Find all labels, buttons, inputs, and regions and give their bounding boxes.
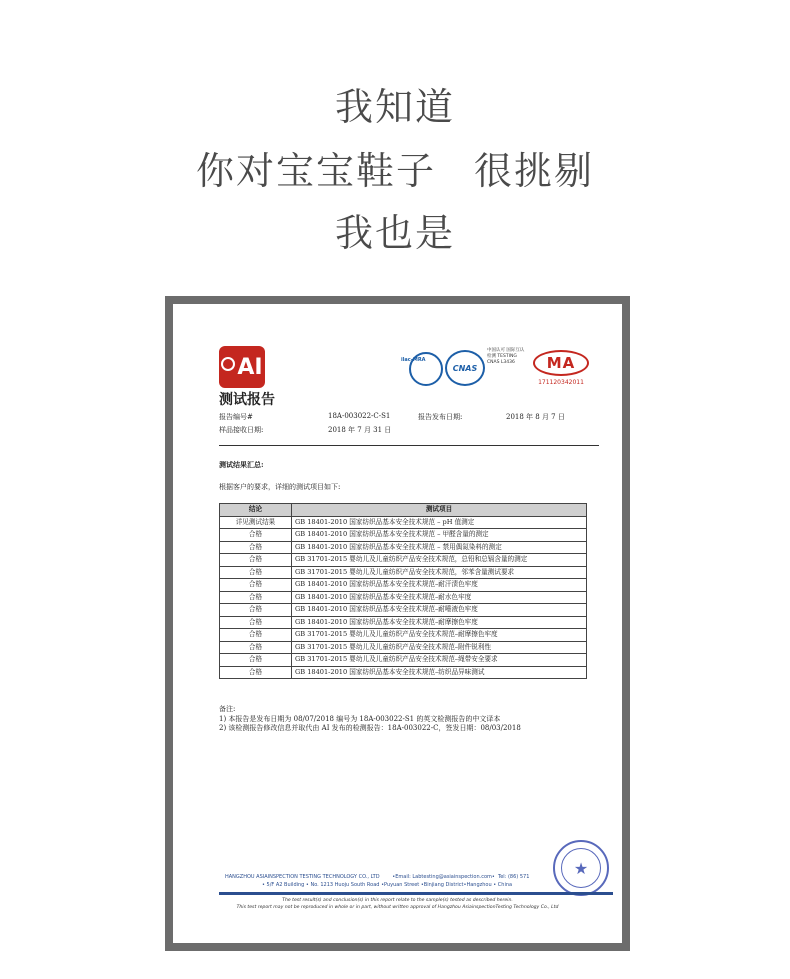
table-row <box>220 516 587 529</box>
row-test-item: GB 18401-2010 国家纺织品基本安全技术规范 – pH 值测定 <box>292 516 587 529</box>
footer-bar <box>219 892 613 895</box>
row-conclusion: 合格 <box>220 666 292 679</box>
header-conclusion: 结论 <box>220 504 292 517</box>
row-conclusion: 合格 <box>220 604 292 617</box>
table-header-row <box>220 504 587 517</box>
table-row <box>220 641 587 654</box>
table-row <box>220 529 587 542</box>
row-test-item: GB 18401-2010 国家纺织品基本安全技术规范–耐汗渍色牢度 <box>292 579 587 592</box>
table-row <box>220 566 587 579</box>
table-row <box>220 554 587 567</box>
row-conclusion: 合格 <box>220 654 292 667</box>
row-test-item: GB 18401-2010 国家纺织品基本安全技术规范–耐唾液色牢度 <box>292 604 587 617</box>
table-row <box>220 629 587 642</box>
table-row <box>220 654 587 667</box>
row-conclusion: 合格 <box>220 541 292 554</box>
headline-line-2-part-a: 你对宝宝鞋子 <box>195 149 436 193</box>
footer-disclaimer-1: The test result(s) and conclusion(s) in this report relate to the sample(s) tested as described herein. <box>282 898 513 903</box>
row-conclusion: 合格 <box>220 554 292 567</box>
table-row <box>220 541 587 554</box>
notes-label: 备注: <box>219 705 236 713</box>
table-row <box>220 579 587 592</box>
row-test-item: GB 31701-2015 婴幼儿及儿童纺织产品安全技术规范–绳带安全要求 <box>292 654 587 667</box>
headline-line-2-part-b: 很挑剔 <box>474 149 595 193</box>
cma-number: 171120342011 <box>538 379 584 386</box>
results-table <box>219 503 587 679</box>
notes <box>219 705 521 734</box>
table-row <box>220 616 587 629</box>
table-row <box>220 591 587 604</box>
headline-line-2 <box>0 140 790 195</box>
row-conclusion: 合格 <box>220 616 292 629</box>
headline-line-3: 我也是 <box>334 211 455 255</box>
row-test-item: GB 18401-2010 国家纺织品基本安全技术规范–耐水色牢度 <box>292 591 587 604</box>
row-conclusion: 合格 <box>220 529 292 542</box>
divider <box>219 445 599 446</box>
company-seal-stamp-icon: ★ <box>553 840 609 896</box>
logo-text: AI <box>237 354 263 380</box>
footer-address: • 5/F A2 Building • No. 1213 Huoju South Road •Puyuan Street •Binjiang District•Hangzhou • China <box>262 882 513 888</box>
footer-email: •Email: Labtesting@asiainspection.com• <box>392 874 495 880</box>
sample-date: 2018 年 7 月 31 日 <box>328 426 392 434</box>
footer-disclaimer-2: This test report may not be reproduced in whole or in part, without written approval of Hangzhou AsiainspectionTesting Technology Co., Ltd <box>236 905 559 910</box>
row-conclusion: 详见测试结果 <box>220 516 292 529</box>
row-conclusion: 合格 <box>220 591 292 604</box>
row-test-item: GB 31701-2015 婴幼儿及儿童纺织产品安全技术规范–耐摩擦色牢度 <box>292 629 587 642</box>
report-title: 测试报告 <box>219 392 275 408</box>
row-test-item: GB 18401-2010 国家纺织品基本安全技术规范 – 禁用偶氮染料的测定 <box>292 541 587 554</box>
issue-date: 2018 年 8 月 7 日 <box>506 413 565 421</box>
row-conclusion: 合格 <box>220 579 292 592</box>
row-test-item: GB 31701-2015 婴幼儿及儿童纺织产品安全技术规范，邻苯含量测试要求 <box>292 566 587 579</box>
report-no-label: 报告编号# <box>219 413 253 421</box>
footer-tel: Tel: (86) 571 <box>498 874 530 880</box>
headline-line-1: 我知道 <box>334 85 455 129</box>
cnas-seal-icon: CNAS <box>445 350 485 386</box>
cnas-text: 中国认可 国际互认 检测 TESTING CNAS L3436 <box>487 348 525 365</box>
notes-line-1: 1) 本报告是发布日期为 08/07/2018 编号为 18A-003022-S1 的英文检测报告的中文译本 <box>219 714 501 723</box>
logo-ring-icon <box>221 357 235 371</box>
section-title: 测试结果汇总: <box>219 460 264 469</box>
intro-text: 根据客户的要求，详细的测试项目如下: <box>219 483 341 491</box>
row-test-item: GB 31701-2015 婴幼儿及儿童纺织产品安全技术规范，总铅和总镉含量的测定 <box>292 554 587 567</box>
sample-date-label: 样品接收日期: <box>219 426 264 434</box>
test-report-document <box>173 304 622 943</box>
ilac-mra-label: ilac-MRA <box>401 357 426 363</box>
report-no: 18A-003022-C-S1 <box>328 412 391 420</box>
row-test-item: GB 18401-2010 国家纺织品基本安全技术规范 – 甲醛含量的测定 <box>292 529 587 542</box>
cma-seal-icon: MA <box>533 350 589 376</box>
footer-company: HANGZHOU ASIAINSPECTION TESTING TECHNOLOGY CO., LTD <box>225 874 380 880</box>
row-conclusion: 合格 <box>220 641 292 654</box>
table-row <box>220 604 587 617</box>
row-test-item: GB 31701-2015 婴幼儿及儿童纺织产品安全技术规范–附件锐利性 <box>292 641 587 654</box>
row-test-item: GB 18401-2010 国家纺织品基本安全技术规范–耐摩擦色牢度 <box>292 616 587 629</box>
notes-line-2: 2) 该检测报告修改信息并取代由 AI 发布的检测报告：18A-003022-C，签发日期：08/03/2018 <box>219 724 521 732</box>
row-conclusion: 合格 <box>220 566 292 579</box>
row-conclusion: 合格 <box>220 629 292 642</box>
row-test-item: GB 18401-2010 国家纺织品基本安全技术规范–纺织品异味测试 <box>292 666 587 679</box>
report-frame <box>165 296 630 951</box>
table-row <box>220 666 587 679</box>
issue-date-label: 报告发布日期: <box>418 413 463 421</box>
ai-logo <box>219 346 265 388</box>
footer-line-1 <box>225 874 529 880</box>
header-test-item: 测试项目 <box>292 504 587 517</box>
